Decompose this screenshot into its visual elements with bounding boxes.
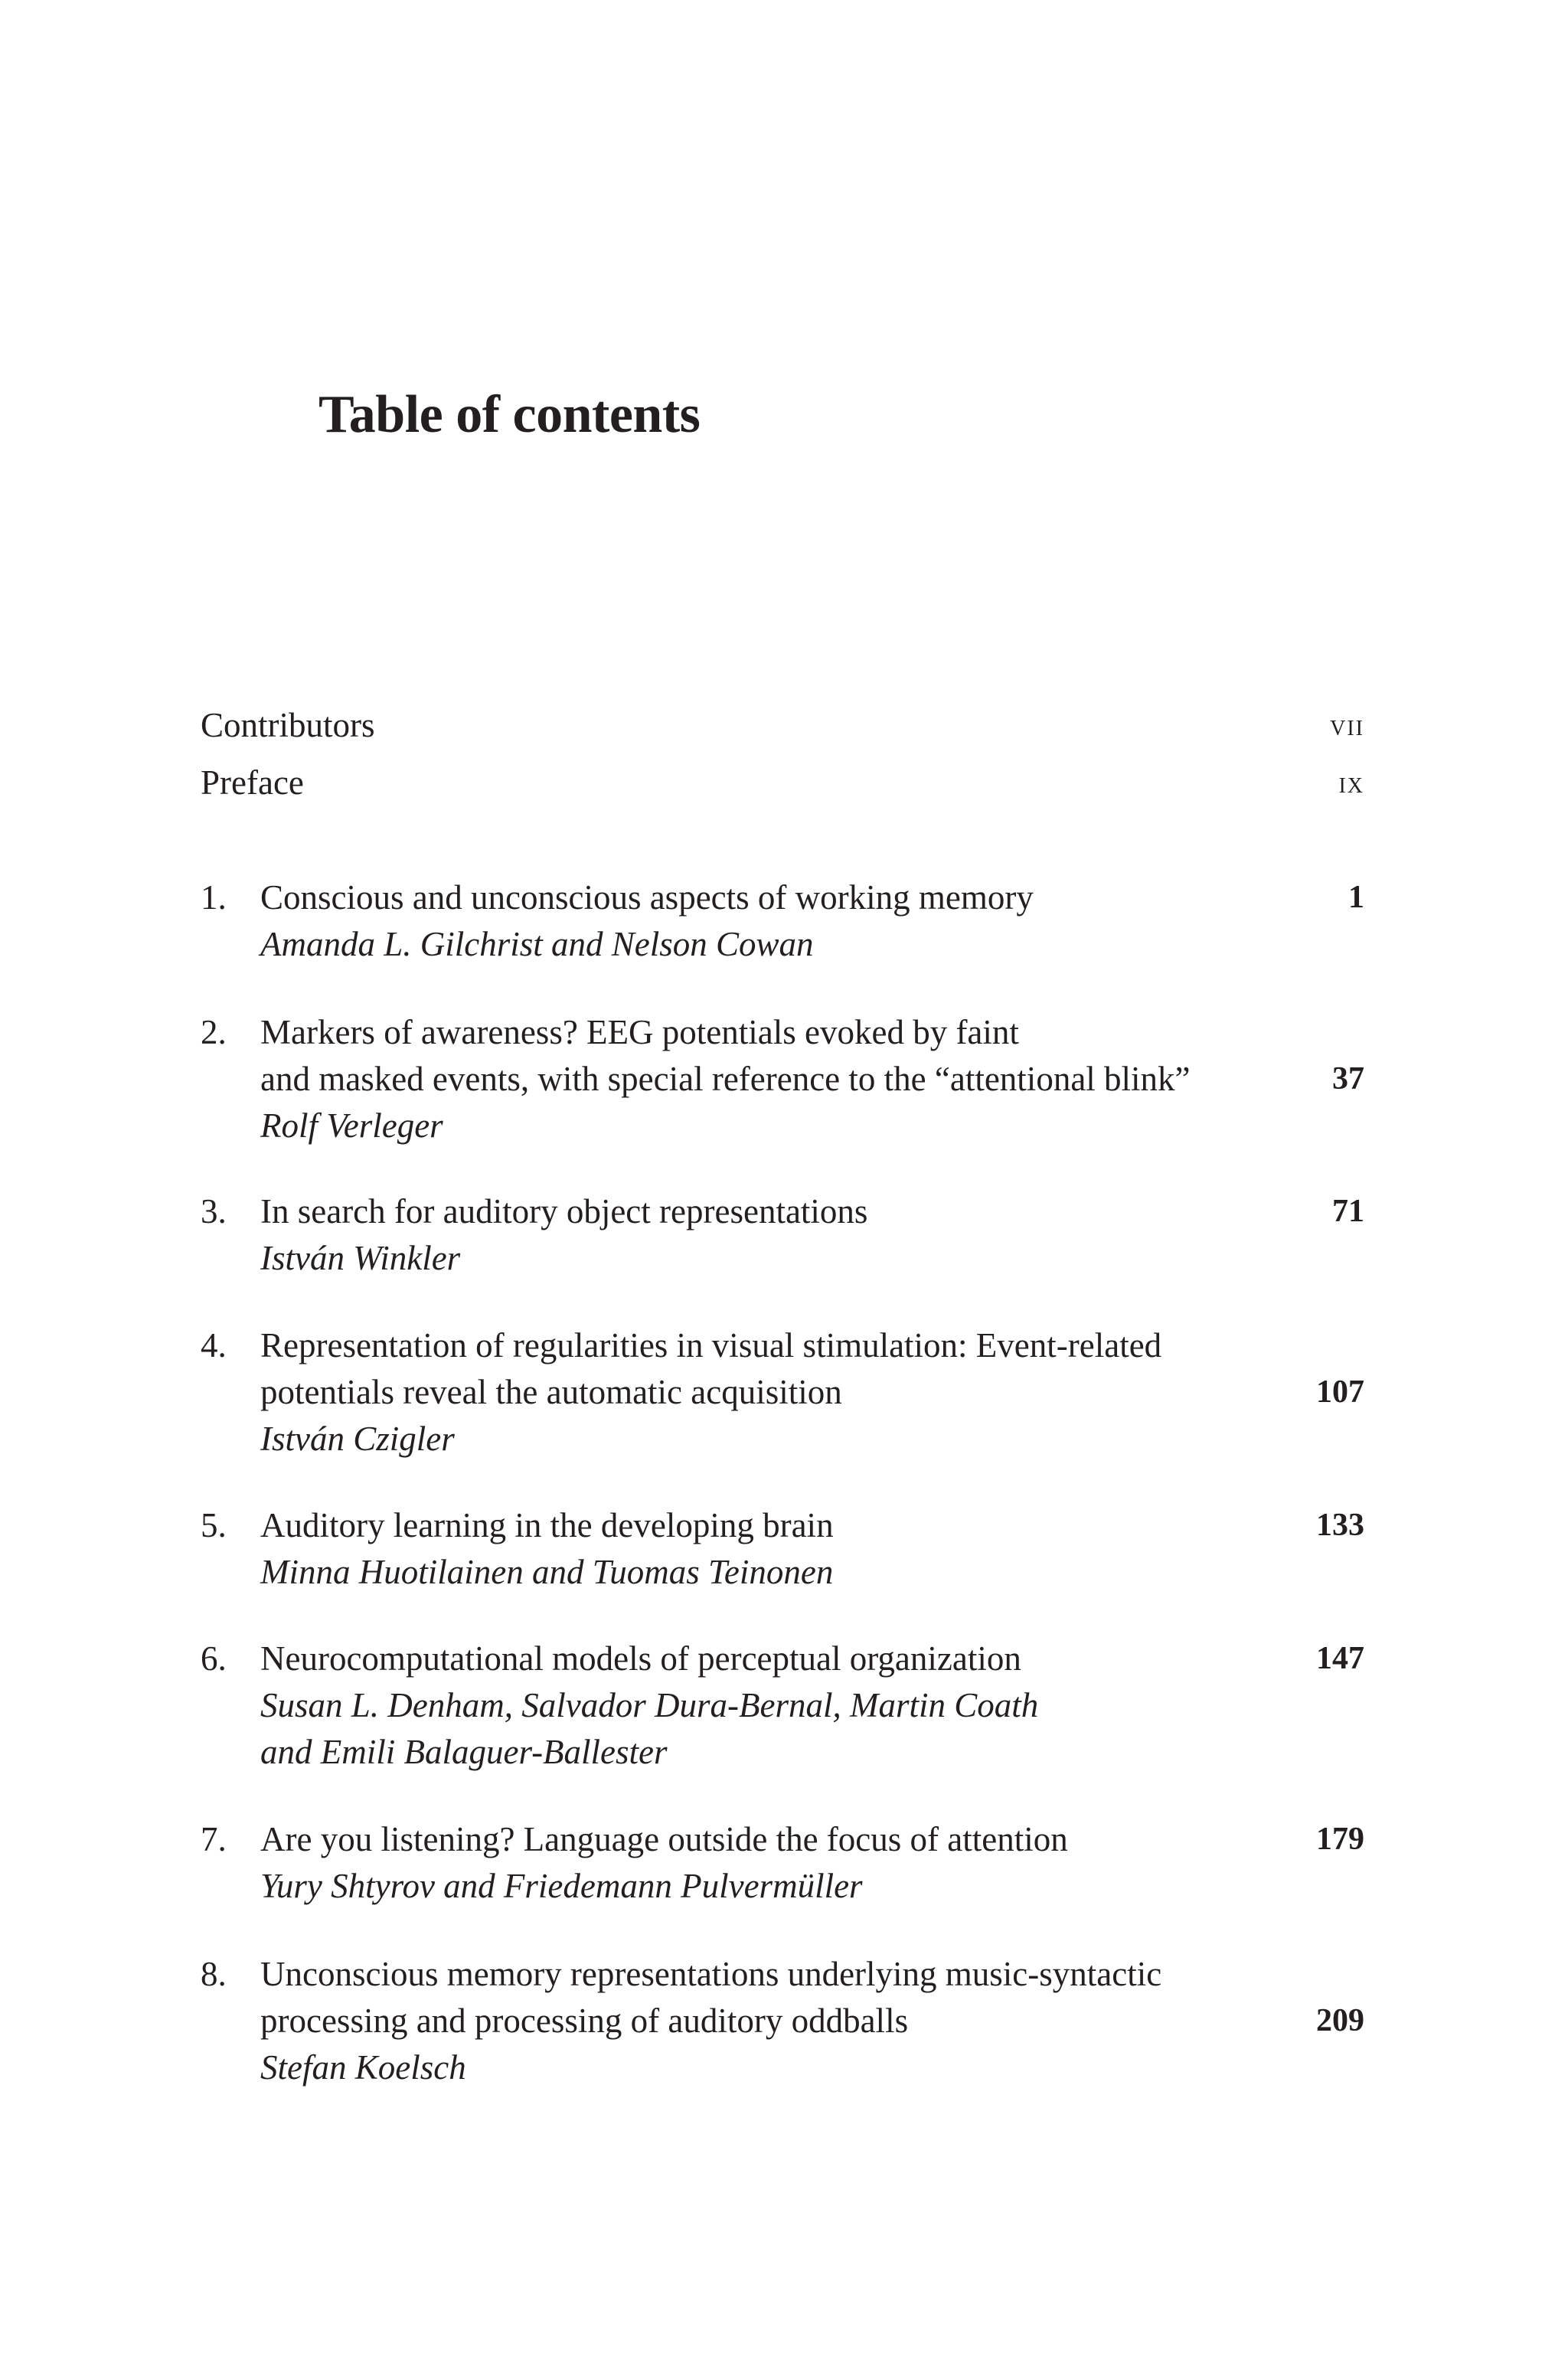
chapter-body — [260, 1951, 1286, 2091]
chapter-authors: István Czigler — [260, 1420, 455, 1458]
chapter-title-line: Auditory learning in the developing brain — [260, 1506, 834, 1544]
chapter-page-number: 209 — [1316, 2003, 1364, 2038]
front-matter-list — [201, 702, 1364, 817]
chapter-authors: and Emili Balaguer-Ballester — [260, 1733, 668, 1771]
chapter-title-line: In search for auditory object representations — [260, 1192, 868, 1230]
chapter-title-line: potentials reveal the automatic acquisition — [260, 1373, 842, 1411]
front-matter-page: ix — [1338, 765, 1364, 799]
chapter-number: 5. — [201, 1506, 227, 1544]
chapter-title-line: Representation of regularities in visual stimulation: Event-related — [260, 1326, 1162, 1364]
front-matter-item[interactable] — [201, 760, 1364, 817]
chapter-title-line: and masked events, with special reference to the “attentional blink” — [260, 1060, 1191, 1098]
chapter-number: 8. — [201, 1955, 227, 1993]
chapter-page-number: 37 — [1332, 1061, 1364, 1096]
chapter-body — [260, 1009, 1286, 1149]
front-matter-page: vii — [1330, 708, 1364, 742]
chapter-body — [260, 1816, 1286, 1910]
front-matter-label: Preface — [201, 763, 304, 802]
chapter-body — [260, 1322, 1286, 1462]
chapter-authors: Amanda L. Gilchrist and Nelson Cowan — [260, 925, 814, 963]
chapter-authors: Susan L. Denham, Salvador Dura-Bernal, Martin Coath — [260, 1686, 1039, 1724]
chapter-authors: Rolf Verleger — [260, 1106, 443, 1145]
page-title: Table of contents — [318, 385, 701, 444]
chapter-page-number: 179 — [1316, 1822, 1364, 1857]
chapter-title-line: Are you listening? Language outside the focus of attention — [260, 1820, 1068, 1858]
chapter-number: 1. — [201, 878, 227, 917]
chapter-body — [260, 1188, 1286, 1282]
chapter-number: 2. — [201, 1013, 227, 1051]
front-matter-label: Contributors — [201, 706, 375, 744]
chapter-authors: Stefan Koelsch — [260, 2048, 466, 2087]
chapter-title-line: Markers of awareness? EEG potentials evoked by faint — [260, 1013, 1019, 1051]
chapter-body — [260, 874, 1286, 968]
chapter-title-line: Neurocomputational models of perceptual organization — [260, 1639, 1021, 1678]
chapter-page-number: 147 — [1316, 1641, 1364, 1676]
chapter-page-number: 1 — [1348, 880, 1364, 915]
chapter-number: 7. — [201, 1820, 227, 1858]
chapter-page-number: 133 — [1316, 1508, 1364, 1543]
chapter-page-number: 71 — [1332, 1194, 1364, 1229]
chapter-authors: István Winkler — [260, 1239, 461, 1277]
chapter-authors: Yury Shtyrov and Friedemann Pulvermüller — [260, 1867, 863, 1905]
chapter-title-line: Conscious and unconscious aspects of working memory — [260, 878, 1034, 917]
chapter-number: 3. — [201, 1192, 227, 1230]
front-matter-item[interactable] — [201, 702, 1364, 760]
chapter-number: 6. — [201, 1639, 227, 1678]
chapter-title-line: Unconscious memory representations underlying music-syntactic — [260, 1955, 1162, 1993]
chapter-body — [260, 1502, 1286, 1596]
chapter-authors: Minna Huotilainen and Tuomas Teinonen — [260, 1553, 834, 1591]
chapter-number: 4. — [201, 1326, 227, 1364]
chapter-page-number: 107 — [1316, 1374, 1364, 1410]
chapter-body — [260, 1636, 1286, 1776]
chapter-title-line: processing and processing of auditory oddballs — [260, 2002, 909, 2040]
